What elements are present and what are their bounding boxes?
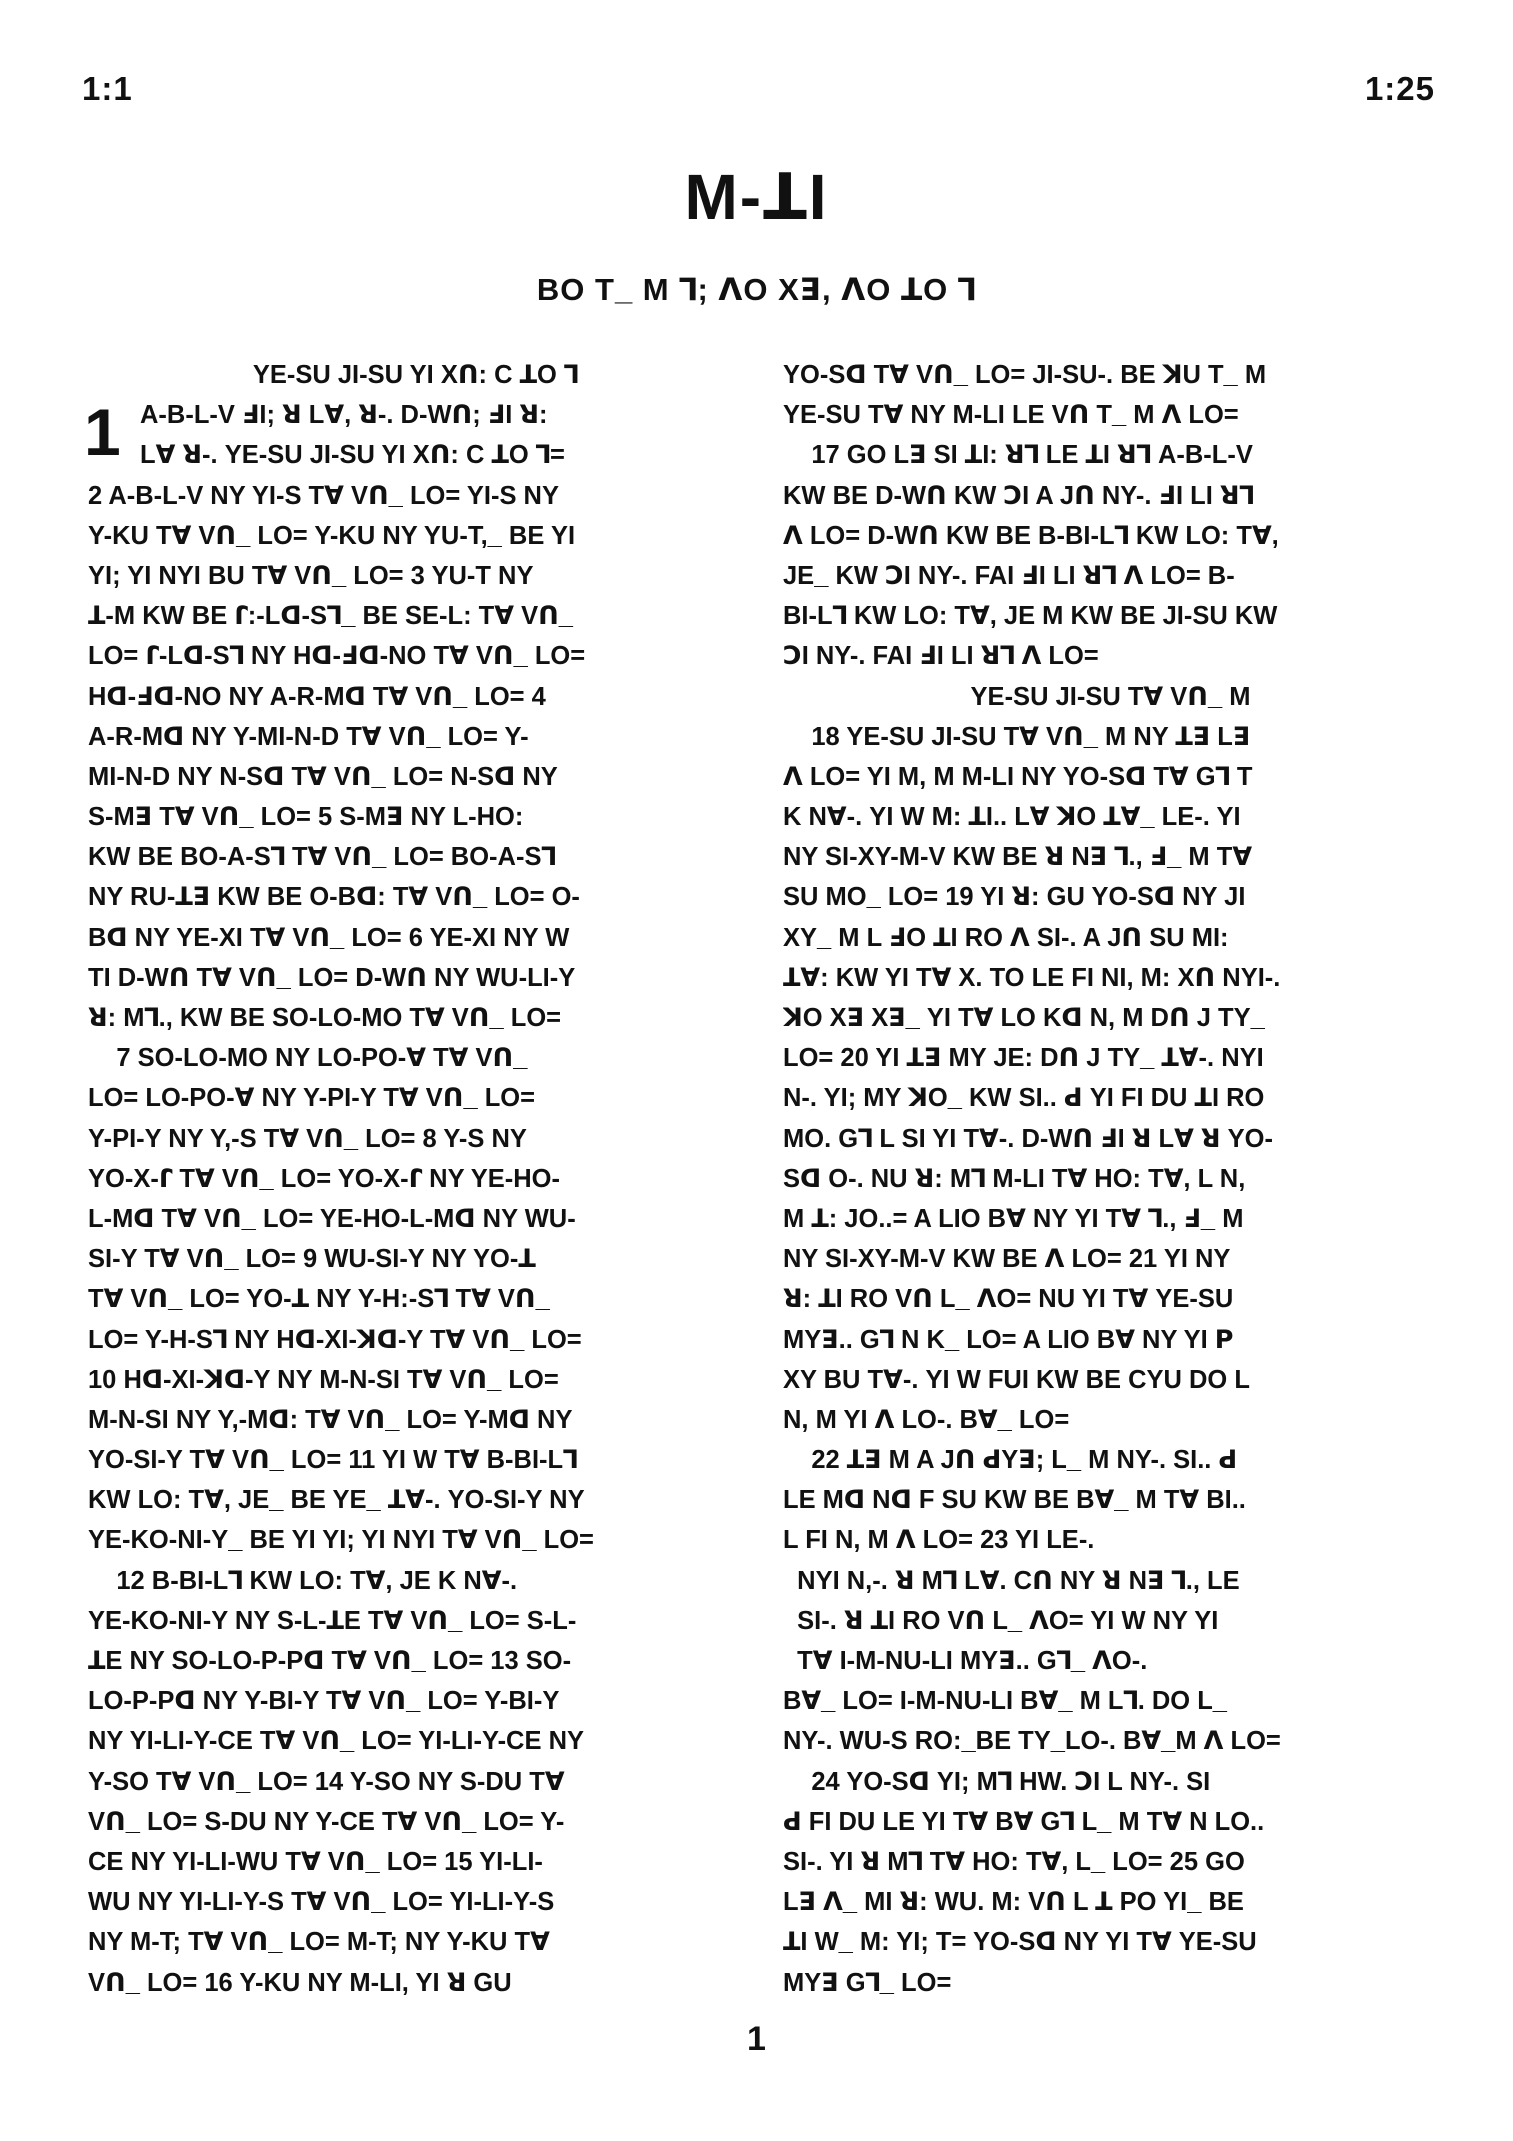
book-title: M-ꓕI (684, 161, 829, 233)
text-line: ꓒ FI DU LE YI Tꓯ Bꓯ Gꓶ L_ M Tꓯ N LO.. (783, 1807, 1265, 1836)
text-line: A-B-L-V ꓞI; ꓤ Lꓯ, ꓤ-. D-Wꓵ; ꓞI ꓤ: (140, 401, 548, 430)
text-line: ꓕI W_ M: YI; T= YO-Sꓷ NY YI Tꓯ YE-SU (783, 1928, 1257, 1957)
text-line: 24 YO-Sꓷ YI; Mꓶ HW. ꓛI L NY-. SI (783, 1767, 1211, 1796)
text-line: L FI N, M ꓥ LO= 23 YI LE-. (783, 1526, 1095, 1555)
text-line: N, M YI ꓥ LO-. Bꓯ_ LO= (783, 1405, 1070, 1434)
text-line: YI; YI NYI BU Tꓯ Vꓵ_ LO= 3 YU-T NY (88, 561, 534, 590)
text-line: SI-Y Tꓯ Vꓵ_ LO= 9 WU-SI-Y NY YO-ꓕ (88, 1245, 536, 1274)
text-line: ꓕꓯ: KW YI Tꓯ X. TO LE FI NI, M: Xꓵ NYI-. (783, 963, 1281, 992)
text-line: NY-. WU-S RO:_BE TY_LO-. Bꓯ_M ꓥ LO= (783, 1727, 1281, 1756)
text-line: YO-SI-Y Tꓯ Vꓵ_ LO= 11 YI W Tꓯ B-BI-Lꓶ (88, 1446, 578, 1475)
text-line: ꓥ LO= D-Wꓵ KW BE B-BI-Lꓶ KW LO: Tꓯ, (783, 521, 1279, 550)
page-number: 1 (747, 2020, 766, 2058)
text-line: KW LO: Tꓯ, JE_ BE YE_ ꓕꓯ-. YO-SI-Y NY (88, 1486, 585, 1515)
text-line: NY M-T; Tꓯ Vꓵ_ LO= M-T; NY Y-KU Tꓯ (88, 1928, 550, 1957)
text-line: KW BE BO-A-Sꓶ Tꓯ Vꓵ_ LO= BO-A-Sꓶ (88, 843, 556, 872)
text-line: NY SI-XY-M-V KW BE ꓤ Nꓱ ꓶ., ꓞ_ M Tꓯ (783, 843, 1253, 872)
text-line: TI D-Wꓵ Tꓯ Vꓵ_ LO= D-Wꓵ NY WU-LI-Y (88, 963, 576, 992)
text-line: NYI N,-. ꓤ Mꓶ Lꓯ. Cꓵ NY ꓤ Nꓱ ꓶ., LE (783, 1566, 1240, 1595)
text-line: 2 A-B-L-V NY YI-S Tꓯ Vꓵ_ LO= YI-S NY (88, 481, 559, 510)
text-line: ꓘO Xꓱ Xꓱ_ YI Tꓯ LO Kꓷ N, M Dꓵ J TY_ (783, 1004, 1265, 1032)
text-line: Y-SO Tꓯ Vꓵ_ LO= 14 Y-SO NY S-DU Tꓯ (88, 1767, 565, 1796)
text-line: 7 SO-LO-MO NY LO-PO-ꓯ Tꓯ Vꓵ_ (88, 1044, 528, 1073)
text-line: LO= LO-PO-ꓯ NY Y-PI-Y Tꓯ Vꓵ_ LO= (88, 1084, 536, 1113)
text-line: Lꓯ ꓤ-. YE-SU JI-SU YI Xꓵ: C ꓕO ꓶ= (140, 441, 565, 470)
text-line: YO-Sꓷ Tꓯ Vꓵ_ LO= JI-SU-. BE ꓘU T_ M (783, 361, 1267, 389)
text-line: NY RU-ꓕꓱ KW BE O-Bꓷ: Tꓯ Vꓵ_ LO= O- (88, 883, 580, 912)
text-line: YO-X-ꓩ Tꓯ Vꓵ_ LO= YO-X-ꓩ NY YE-HO- (88, 1164, 560, 1193)
text-line: Vꓵ_ LO= 16 Y-KU NY M-LI, YI ꓤ GU (88, 1968, 512, 1997)
text-line: 10 Hꓷ-XI-ꓘꓷ-Y NY M-N-SI Tꓯ Vꓵ_ LO= (88, 1365, 559, 1394)
text-line: ꓥ LO= YI M, M M-LI NY YO-Sꓷ Tꓯ Gꓶ T (783, 762, 1253, 791)
text-line: XY BU Tꓯ-. YI W FUI KW BE CYU DO L (783, 1365, 1250, 1394)
ref-left: 1:1 (82, 70, 133, 107)
text-line: Bꓷ NY YE-XI Tꓯ Vꓵ_ LO= 6 YE-XI NY W (88, 923, 570, 952)
text-line: ꓛI NY-. FAI ꓞI LI ꓤꓶ ꓥ LO= (783, 642, 1099, 671)
text-line: Y-KU Tꓯ Vꓵ_ LO= Y-KU NY YU-T,_ BE YI (88, 521, 576, 550)
text-line: YE-KO-NI-Y_ BE YI YI; YI NYI Tꓯ Vꓵ_ LO= (88, 1526, 594, 1555)
right-column (783, 355, 1438, 2003)
text-line: YE-KO-NI-Y NY S-L-ꓕE Tꓯ Vꓵ_ LO= S-L- (88, 1606, 577, 1635)
text-line: Vꓵ_ LO= S-DU NY Y-CE Tꓯ Vꓵ_ LO= Y- (88, 1807, 565, 1836)
text-line: 12 B-BI-Lꓶ KW LO: Tꓯ, JE K Nꓯ-. (88, 1566, 518, 1595)
text-line: Lꓱ ꓥ_ MI ꓤ: WU. M: Vꓵ L ꓕ PO YI_ BE (783, 1888, 1244, 1917)
text-line: KW BE D-Wꓵ KW ꓛI A Jꓵ NY-. ꓞI LI ꓤꓶ (783, 481, 1254, 510)
text-line: SI-. YI ꓤ Mꓶ Tꓯ HO: Tꓯ, L_ LO= 25 GO (783, 1847, 1245, 1876)
section-heading: YE-SU JI-SU YI Xꓵ: C ꓕO ꓶ (252, 361, 579, 389)
text-line: MO. Gꓶ L SI YI Tꓯ-. D-Wꓵ ꓞI ꓤ Lꓯ ꓤ YO- (783, 1124, 1273, 1153)
text-line: N-. YI; MY ꓘO_ KW SI.. ꓒ YI FI DU ꓕI RO (783, 1084, 1265, 1113)
text-line: NY YI-LI-Y-CE Tꓯ Vꓵ_ LO= YI-LI-Y-CE NY (88, 1727, 584, 1756)
text-line: LO= 20 YI ꓕꓱ MY JE: Dꓵ J TY_ ꓕꓯ-. NYI (783, 1044, 1264, 1073)
left-column (84, 355, 743, 2003)
text-line: M-N-SI NY Y,-Mꓷ: Tꓯ Vꓵ_ LO= Y-Mꓷ NY (88, 1405, 573, 1434)
text-line: M ꓕ: JO..= A LIO Bꓯ NY YI Tꓯ ꓶ., ꓞ_ M (783, 1204, 1244, 1233)
text-line: LO= ꓩ-Lꓷ-Sꓶ NY Hꓷ-ꓞꓷ-NO Tꓯ Vꓵ_ LO= (88, 642, 586, 671)
section-heading: YE-SU JI-SU Tꓯ Vꓵ_ M (970, 682, 1251, 711)
text-line: ꓤ: ꓕI RO Vꓵ L_ ꓥO= NU YI Tꓯ YE-SU (783, 1285, 1234, 1314)
text-line: LE Mꓷ Nꓷ F SU KW BE Bꓯ_ M Tꓯ BI.. (783, 1486, 1246, 1515)
text-line: ꓕ-M KW BE ꓩ:-Lꓷ-Sꓶ_ BE SE-L: Tꓯ Vꓵ_ (88, 602, 573, 631)
text-line: SI-. ꓤ ꓕI RO Vꓵ L_ ꓥO= YI W NY YI (783, 1606, 1219, 1635)
text-line: L-Mꓷ Tꓯ Vꓵ_ LO= YE-HO-L-Mꓷ NY WU- (88, 1204, 576, 1233)
text-line: Y-PI-Y NY Y,-S Tꓯ Vꓵ_ LO= 8 Y-S NY (88, 1124, 527, 1153)
text-line: Sꓷ O-. NU ꓤ: Mꓶ M-LI Tꓯ HO: Tꓯ, L N, (783, 1164, 1246, 1193)
text-line: SU MO_ LO= 19 YI ꓤ: GU YO-Sꓷ NY JI (783, 883, 1246, 912)
text-line: YE-SU Tꓯ NY M-LI LE Vꓵ T_ M ꓥ LO= (783, 401, 1239, 430)
text-line: BI-Lꓶ KW LO: Tꓯ, JE M KW BE JI-SU KW (783, 602, 1278, 631)
text-line: MYꓱ Gꓶ_ LO= (783, 1968, 952, 1997)
text-line: MI-N-D NY N-Sꓷ Tꓯ Vꓵ_ LO= N-Sꓷ NY (88, 762, 558, 791)
text-line: MYꓱ.. Gꓶ N K_ LO= A LIO Bꓯ NY YI ꓑ (783, 1325, 1234, 1354)
text-line: 17 GO Lꓱ SI ꓕI: ꓤꓶ LE ꓕI ꓤꓶ A-B-L-V (783, 441, 1253, 470)
text-line: Tꓯ Vꓵ_ LO= YO-ꓕ NY Y-H:-Sꓶ Tꓯ Vꓵ_ (88, 1285, 550, 1314)
drop-cap: 1 (84, 395, 121, 469)
text-line: ꓕE NY SO-LO-P-Pꓷ Tꓯ Vꓵ_ LO= 13 SO- (88, 1647, 572, 1675)
text-line: 18 YE-SU JI-SU Tꓯ Vꓵ_ M NY ꓕꓱ Lꓱ (783, 722, 1251, 751)
text-line: ꓤ: Mꓶ., KW BE SO-LO-MO Tꓯ Vꓵ_ LO= (88, 1004, 562, 1032)
text-line: A-R-Mꓷ NY Y-MI-N-D Tꓯ Vꓵ_ LO= Y- (88, 722, 529, 751)
text-line: WU NY YI-LI-Y-S Tꓯ Vꓵ_ LO= YI-LI-Y-S (88, 1888, 555, 1917)
text-line: CE NY YI-LI-WU Tꓯ Vꓵ_ LO= 15 YI-LI- (88, 1847, 543, 1876)
text-line: S-Mꓱ Tꓯ Vꓵ_ LO= 5 S-Mꓱ NY L-HO: (88, 803, 524, 832)
text-line: JE_ KW ꓛI NY-. FAI ꓞI LI ꓤꓶ ꓥ LO= B- (783, 561, 1235, 590)
text-line: XY_ M L ꓞO ꓕI RO ꓥ SI-. A Jꓵ SU MI: (783, 923, 1229, 952)
ref-right: 1:25 (1364, 70, 1435, 107)
text-line: LO= Y-H-Sꓶ NY Hꓷ-XI-ꓘꓷ-Y Tꓯ Vꓵ_ LO= (88, 1325, 582, 1354)
text-line: Tꓯ I-M-NU-LI MYꓱ.. Gꓶ_ ꓥO-. (783, 1647, 1148, 1675)
text-line: LO-P-Pꓷ NY Y-BI-Y Tꓯ Vꓵ_ LO= Y-BI-Y (88, 1687, 560, 1716)
text-line: Bꓯ_ LO= I-M-NU-LI Bꓯ_ M Lꓶ. DO L_ (783, 1687, 1227, 1716)
text-line: 22 ꓕꓱ M A Jꓵ ꓒYꓱ; L_ M NY-. SI.. ꓒ (783, 1446, 1238, 1475)
text-line: Hꓷ-ꓞꓷ-NO NY A-R-Mꓷ Tꓯ Vꓵ_ LO= 4 (88, 682, 546, 711)
book-subtitle: BO T_ M ꓶ; ꓥO Xꓱ, ꓥO ꓕO ꓶ (536, 272, 977, 307)
text-line: NY SI-XY-M-V KW BE ꓥ LO= 21 YI NY (783, 1245, 1231, 1274)
text-line: K Nꓯ-. YI W M: ꓕI.. Lꓯ ꓘO ꓕꓯ_ LE-. YI (783, 803, 1241, 832)
